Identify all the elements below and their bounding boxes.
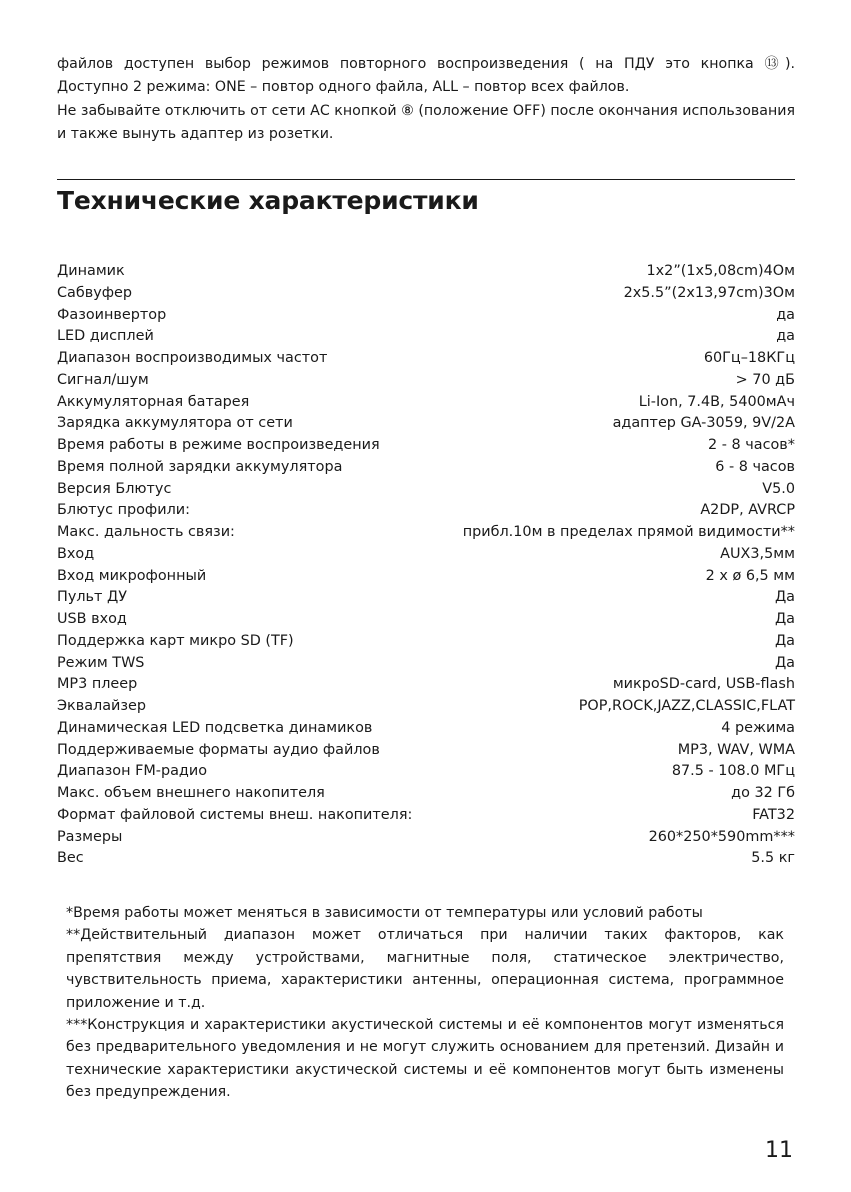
spec-value: Да [774,589,795,606]
spec-value: > 70 дБ [735,371,795,388]
spec-label: Зарядка аккумулятора от сети [57,415,293,432]
specs-table [57,261,795,870]
section-divider [57,179,795,180]
spec-label: LED дисплей [57,328,154,345]
spec-row [57,283,795,305]
spec-value: Да [774,611,795,627]
spec-row [57,305,795,327]
section-title: Технические характеристики [57,186,479,215]
footnote-2: **Действительный диапазон может отличаться при наличии таких факторов, как препятствия между устройствами, магнитные поля, статическое электричество, чувствительность приема, характеристики антенны, операционная система, программное приложение и т.д. [66,927,784,1011]
spec-label: USB вход [57,611,127,627]
spec-value: A2DP, AVRCP [700,502,795,519]
page-number: 11 [765,1138,793,1163]
spec-label: Поддержка карт микро SD (TF) [57,632,294,649]
spec-value: микроSD-card, USB-flash [612,676,795,693]
spec-value: прибл.10м в пределах прямой видимости** [462,524,795,540]
spec-row [57,370,795,392]
footnotes [66,902,784,1104]
spec-row [57,544,795,566]
footnote-1: *Время работы может меняться в зависимости от температуры или условий работы [66,905,703,921]
spec-row [57,718,795,740]
intro-paragraph-repeat: файлов доступен выбор режимов повторного воспроизведения ( на ПДУ это кнопка ⑬). Доступно 2 режима: ONE – повтор одного файла, ALL – повтор всех файлов. [57,56,795,96]
spec-row [57,674,795,696]
spec-row [57,740,795,762]
spec-label: Сигнал/шум [57,371,149,388]
spec-value: 60Гц–18КГц [703,350,795,366]
spec-row [57,435,795,457]
spec-value: 2 - 8 часов* [708,437,795,453]
spec-value: 5.5 кг [751,850,795,867]
spec-value: да [776,328,795,345]
spec-value: POP,ROCK,JAZZ,CLASSIC,FLAT [578,698,795,714]
spec-row [57,696,795,718]
spec-row [57,609,795,631]
spec-row [57,457,795,479]
spec-label: Аккумуляторная батарея [57,393,250,410]
spec-row [57,653,795,675]
spec-value: 6 - 8 часов [715,458,795,475]
spec-row [57,827,795,849]
spec-value: да [776,306,795,323]
spec-label: MP3 плеер [57,676,138,693]
spec-row [57,261,795,283]
spec-value: 260*250*590mm*** [648,828,795,845]
spec-row [57,348,795,370]
spec-row [57,631,795,653]
spec-value: 1x2”(1x5,08cm)4Ом [646,263,795,279]
spec-row [57,522,795,544]
intro-paragraph-power-off: Не забывайте отключить от сети АС кнопкой ⑧ (положение OFF) после окончания использования и также вынуть адаптер из розетки. [57,102,795,143]
spec-label: Пульт ДУ [57,589,127,606]
spec-value: Li-Ion, 7.4В, 5400мАч [638,393,795,410]
spec-label: Динамическая LED подсветка динамиков [57,719,373,736]
spec-label: Блютус профили: [57,502,190,519]
spec-row [57,587,795,609]
spec-value: 4 режима [721,719,795,736]
spec-row [57,326,795,348]
spec-label: Макс. объем внешнего накопителя [57,785,325,801]
footnote-3: ***Конструкция и характеристики акустической системы и её компонентов могут изменяться без предварительного уведомления и не могут служить основанием для претензий. Дизайн и технические характеристики акустической системы и её компонентов могут быть изменены без предупреждения. [66,1017,784,1101]
intro-text [57,53,795,147]
spec-label: Время работы в режиме воспроизведения [57,437,380,453]
spec-row [57,783,795,805]
spec-label: Эквалайзер [57,698,147,714]
spec-label: Сабвуфер [57,284,133,301]
spec-row [57,805,795,827]
spec-value: 2 x ø 6,5 мм [705,567,795,584]
spec-value: до 32 Гб [731,785,795,801]
spec-value: V5.0 [762,480,795,497]
spec-label: Диапазон воспроизводимых частот [57,350,328,366]
spec-row [57,413,795,435]
spec-value: 2x5.5”(2x13,97cm)3Ом [623,284,795,301]
spec-row [57,479,795,501]
spec-row [57,566,795,588]
spec-label: Версия Блютус [57,480,172,497]
spec-value: 87.5 - 108.0 МГц [671,763,795,780]
spec-label: Фазоинвертор [57,306,167,323]
spec-value: адаптер GA-3059, 9V/2A [612,415,795,432]
spec-label: Вход [57,545,95,562]
spec-row [57,761,795,783]
spec-label: Макс. дальность связи: [57,524,235,540]
spec-row [57,848,795,870]
spec-label: Поддерживаемые форматы аудио файлов [57,741,380,758]
spec-label: Вес [57,850,84,867]
spec-value: Да [774,654,795,671]
spec-label: Формат файловой системы внеш. накопителя: [57,806,413,823]
spec-value: MP3, WAV, WMA [677,741,795,758]
spec-label: Диапазон FM-радио [57,763,208,780]
spec-label: Режим TWS [57,654,145,671]
spec-label: Размеры [57,828,123,845]
spec-value: Да [774,632,795,649]
spec-row [57,392,795,414]
spec-value: FAT32 [752,806,795,823]
spec-label: Вход микрофонный [57,567,207,584]
spec-label: Динамик [57,263,125,279]
spec-row [57,500,795,522]
spec-value: AUX3,5мм [720,545,795,562]
spec-label: Время полной зарядки аккумулятора [57,458,343,475]
